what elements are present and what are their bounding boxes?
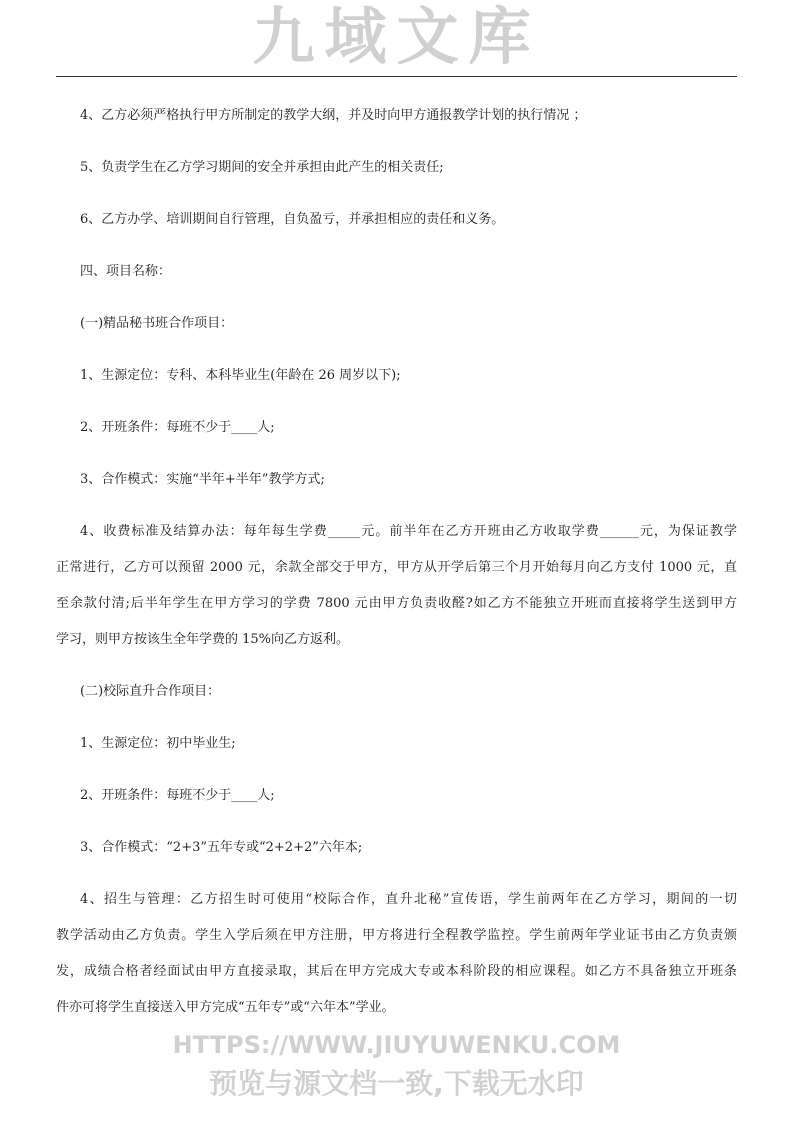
paragraph: [56, 254, 737, 290]
paragraph: [56, 98, 737, 134]
header-rule: [56, 76, 737, 77]
paragraph: [56, 882, 737, 1026]
text-line: (二)校际直升合作项目：: [80, 684, 221, 699]
text-line: 1、生源定位：初中毕业生;: [80, 736, 236, 751]
paragraph: [56, 674, 737, 710]
paragraph: [56, 202, 737, 238]
text-line: (一)精品秘书班合作项目：: [80, 316, 234, 331]
text-line: 发，成绩合格者经面试由甲方直接录取，其后在甲方完成大专或本科阶段的相应课程。如乙方不具备独立开班条: [56, 964, 737, 979]
document-body: [56, 98, 737, 1042]
text-line: 5、负责学生在乙方学习期间的安全并承担由此产生的相关责任;: [80, 160, 444, 175]
text-line: 3、合作模式：实施“半年+半年”教学方式;: [80, 472, 325, 487]
watermark-url: HTTPS://WWW.JIUYUWENKU.COM: [172, 1031, 621, 1059]
text-line: 1、生源定位：专科、本科毕业生(年龄在 26 周岁以下);: [80, 368, 401, 383]
text-line: 正常进行，乙方可以预留 2000 元，余款全部交于甲方，甲方从开学后第三个月开始每月向乙方支付 1000 元，直: [56, 560, 737, 575]
text-line: 至余款付清;后半年学生在甲方学习的学费 7800 元由甲方负责收醛?如乙方不能独立开班而直接将学生送到甲方: [56, 596, 737, 611]
text-line: 4、招生与管理：乙方招生时可使用“校际合作，直升北秘”宣传语，学生前两年在乙方学习，期间的一切: [80, 892, 737, 907]
text-line: 6、乙方办学、培训期间自行管理，自负盈亏，并承担相应的责任和义务。: [80, 212, 505, 227]
paragraph: [56, 150, 737, 186]
text-line: 2、开班条件：每班不少于____人;: [80, 420, 275, 435]
text-line: 3、合作模式：“2+3”五年专或“2+2+2”六年本;: [80, 840, 363, 855]
text-line: 件亦可将学生直接送入甲方完成“五年专”或“六年本”学业。: [56, 1000, 395, 1015]
text-line: 4、收费标准及结算办法：每年每生学费_____元。前半年在乙方开班由乙方收取学费______元，为保证教学: [80, 524, 737, 539]
watermark-title: 九域文库: [252, 0, 541, 73]
paragraph: [56, 306, 737, 342]
paragraph: [56, 358, 737, 394]
paragraph: [56, 778, 737, 814]
text-line: 四、项目名称：: [80, 264, 172, 279]
paragraph: [56, 726, 737, 762]
text-line: 教学活动由乙方负责。学生入学后须在甲方注册，甲方将进行全程教学监控。学生前两年学业证书由乙方负责颁: [56, 928, 737, 943]
paragraph: [56, 830, 737, 866]
text-line: 4、乙方必须严格执行甲方所制定的教学大纲，并及时向甲方通报教学计划的执行情况 ；: [80, 108, 587, 123]
paragraph: [56, 462, 737, 498]
paragraph: [56, 514, 737, 658]
paragraph: [56, 410, 737, 446]
text-line: 2、开班条件：每班不少于____人;: [80, 788, 275, 803]
text-line: 学习，则甲方按该生全年学费的 15%向乙方返利。: [56, 632, 350, 647]
watermark-note: 预览与源文档一致,下载无水印: [209, 1067, 584, 1100]
